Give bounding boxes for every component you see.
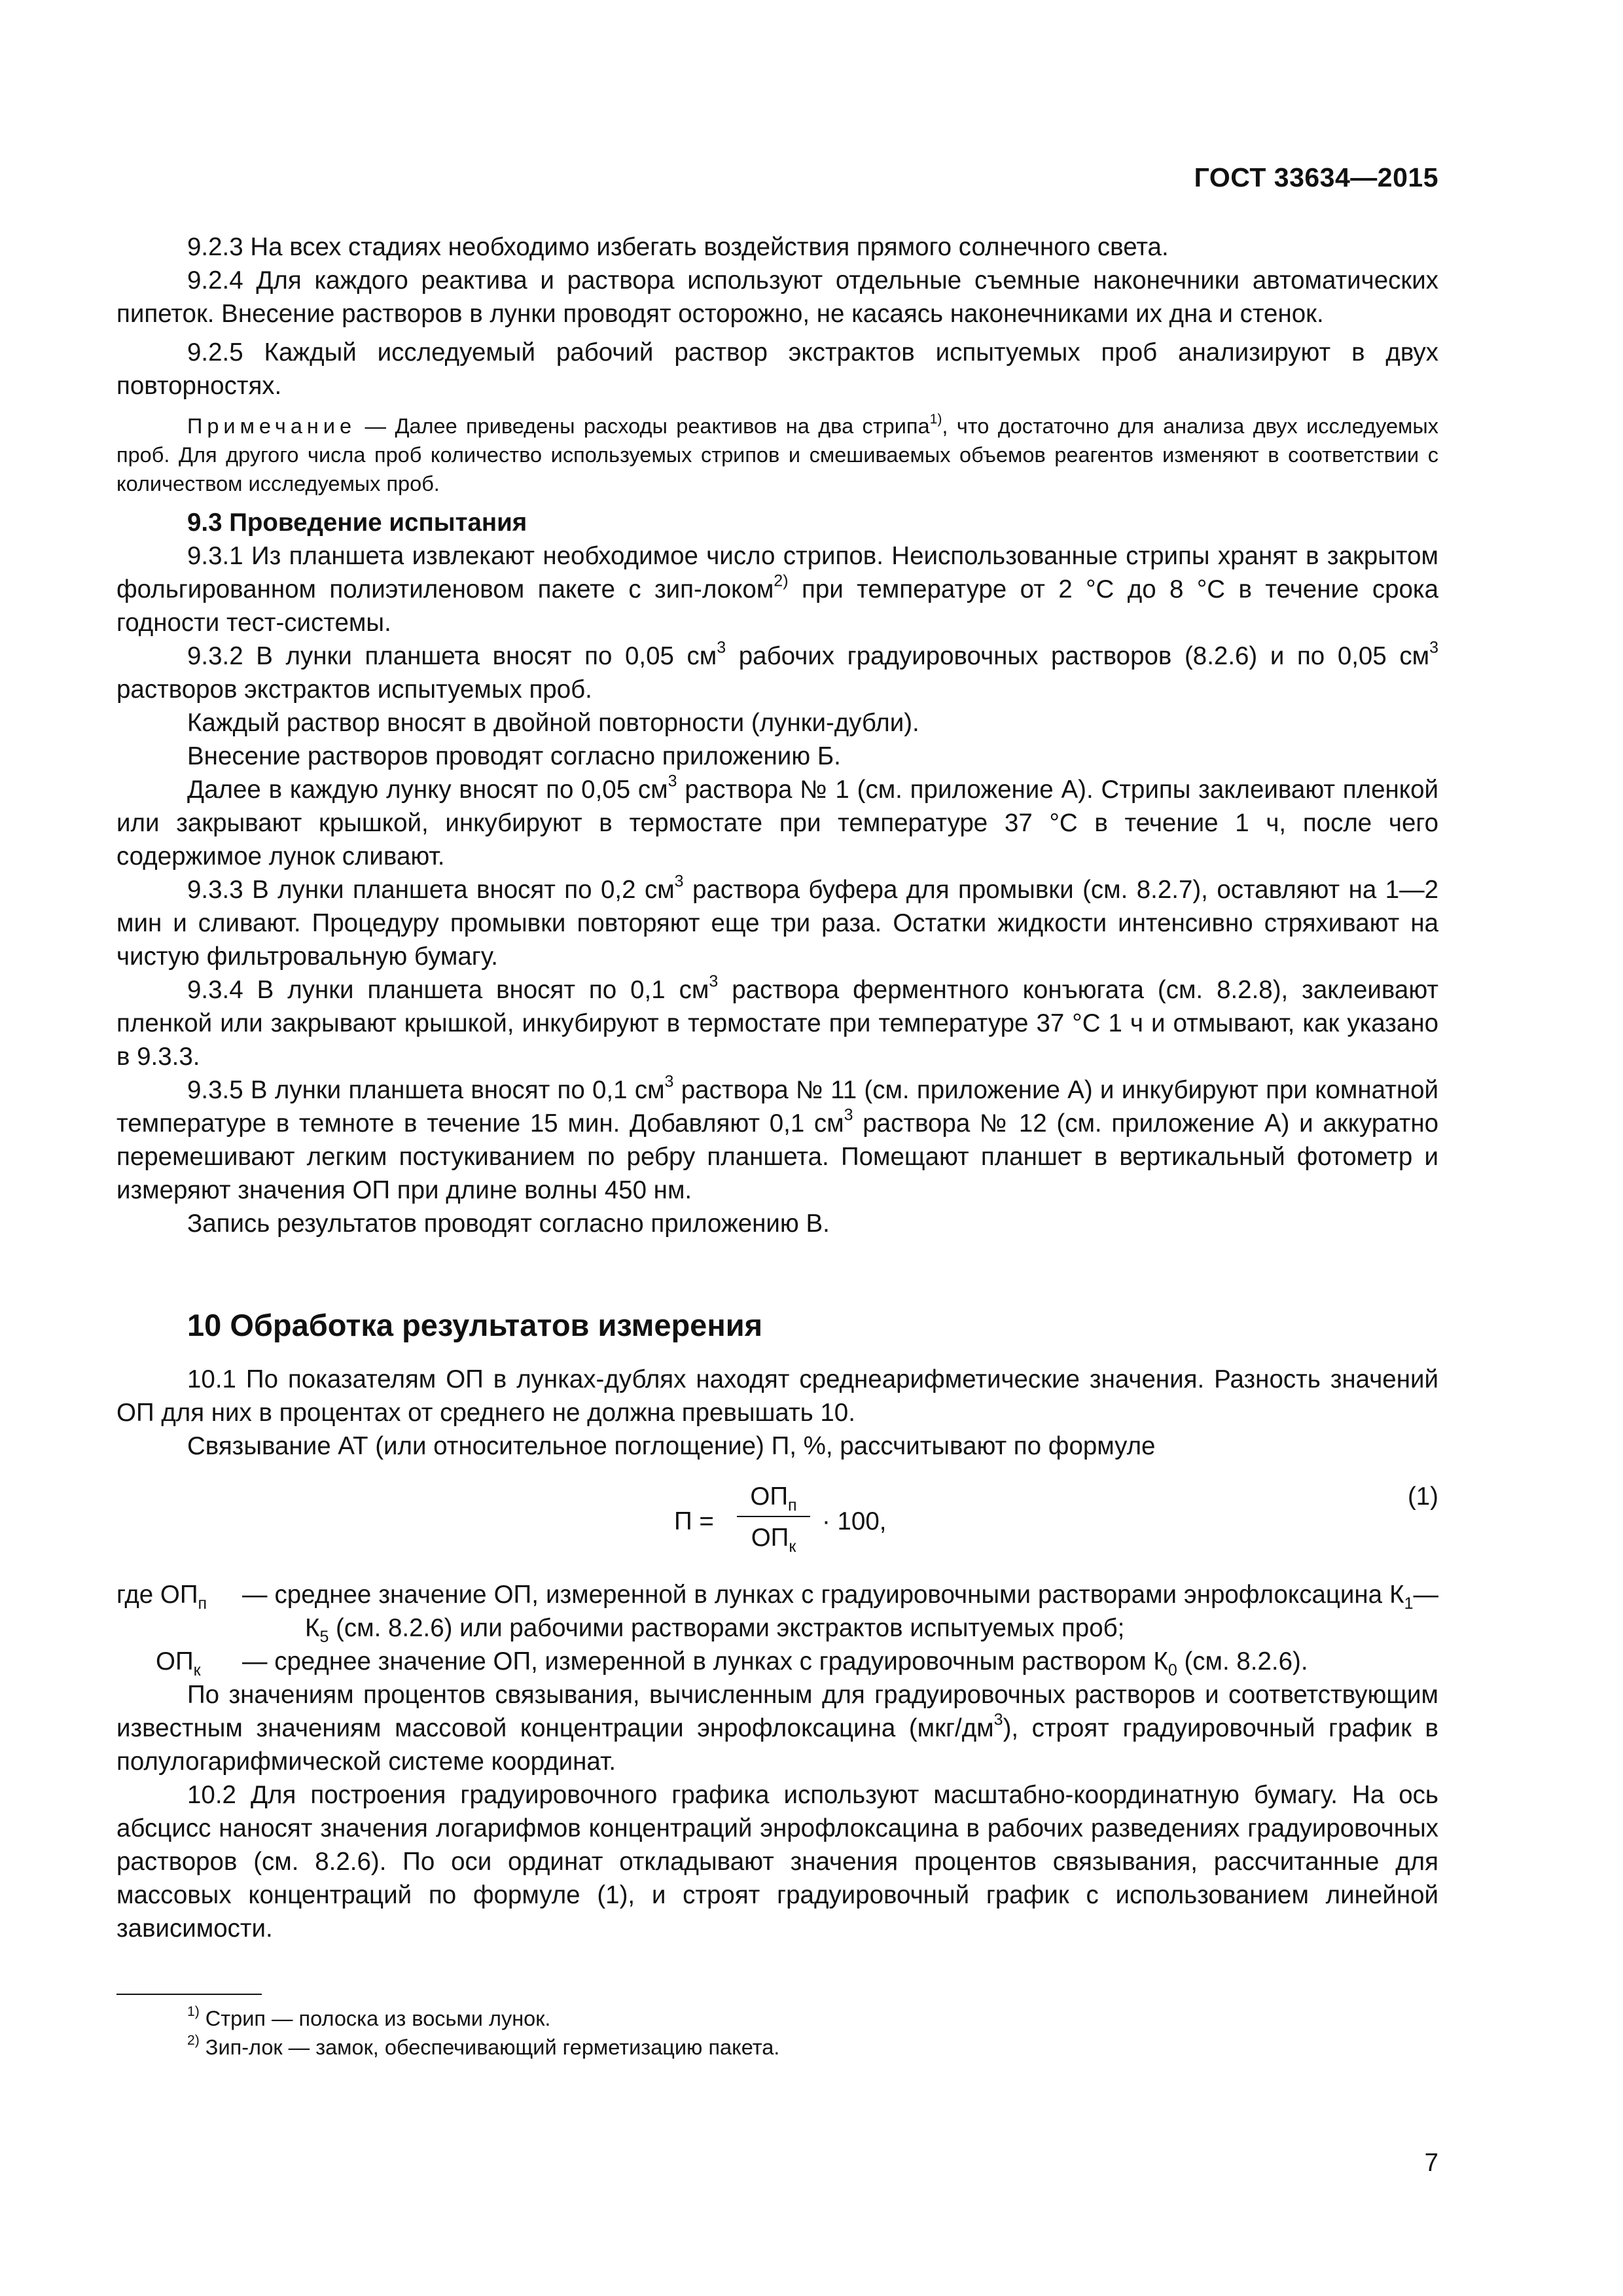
legend-where-label: где bbox=[116, 1581, 154, 1609]
paragraph-9-3-2-duplicates: Каждый раствор вносят в двойной повторности (лунки-дубли). bbox=[187, 709, 919, 737]
footnote-1: $^{1)}$ Стрип — полоска из восьми лунок. bbox=[187, 2004, 551, 2030]
formula-denominator: $ОП_к$ bbox=[751, 1524, 796, 1556]
paragraph-9-3-2-incubation: Далее в каждую лунку вносят по 0,05 $см^3$ раствора № 1 (см. приложение А). Стрипы заклеивают пленкой или закрывают крышкой, инкубируют в термостате при температуре 37 °С в течение 1 ч, после чего содержимое лунок сливают. bbox=[116, 772, 1438, 870]
formula-1 bbox=[116, 1480, 1438, 1566]
formula-numerator: $ОП_п$ bbox=[737, 1480, 810, 1517]
legend-row-op-p: где $ОП_п$ — среднее значение ОП, измеренной в лунках с градуировочными растворами энрофлоксацина $К_1—К_5$ (см. 8.2.6) или рабочими растворами экстрактов испытуемых проб; bbox=[116, 1581, 1438, 1646]
paragraph-10-1-formula-intro: Связывание АТ (или относительное поглощение) П, %, рассчитывают по формуле bbox=[187, 1432, 1156, 1460]
legend-row-op-k: $ОП_к$ — среднее значение ОП, измеренной в лунках с градуировочным раствором $К_0$ (см. 8.2.6). bbox=[156, 1647, 1308, 1679]
note-text-after: , что достаточно для анализа двух исследуемых проб. Для другого числа проб количество используемых стрипов и смешиваемых объемов реагентов изменяют в соответствии с количеством исследуемых проб. bbox=[116, 414, 1438, 495]
paragraph-9-2-3: 9.2.3 На всех стадиях необходимо избегать воздействия прямого солнечного света. bbox=[187, 233, 1169, 261]
footnotes bbox=[116, 1994, 1438, 2062]
page-number: 7 bbox=[1424, 2149, 1438, 2177]
footnote-ref-2: 2) bbox=[774, 571, 789, 590]
footnote-2: $^{2)}$ Зип-лок — замок, обеспечивающий герметизацию пакета. bbox=[187, 2033, 780, 2059]
paragraph-10-1-calibration: По значениям процентов связывания, вычисленным для градуировочных растворов и соответствующим известным значениям массовой концентрации энрофлоксацина $(мкг/дм^3)$, строят градуировочный график в полулогарифмической системе координат. bbox=[116, 1681, 1438, 1776]
document-page bbox=[116, 0, 1438, 2296]
paragraph-9-3-4: 9.3.4 В лунки планшета вносят по 0,1 $см^3$ раствора ферментного конъюгата (см. 8.2.8), заклеивают пленкой или закрывают крышкой, инкубируют в термостате при температуре 37 °С 1 ч и отмывают, как указано в 9.3.3. bbox=[116, 972, 1438, 1071]
paragraph-9-2-4: 9.2.4 Для каждого реактива и раствора используют отдельные съемные наконечники автоматических пипеток. Внесение растворов в лунки проводят осторожно, не касаясь наконечниками их дна и стенок. bbox=[116, 266, 1438, 328]
paragraph-9-2-5: 9.2.5 Каждый исследуемый рабочий раствор экстрактов испытуемых проб анализируют в двух повторностях. bbox=[116, 338, 1438, 400]
paragraph-9-3-2-appendix: Внесение растворов проводят согласно приложению Б. bbox=[187, 742, 841, 770]
note-text-before: — Далее приведены расходы реактивов на два стрипа bbox=[356, 414, 930, 438]
formula-legend bbox=[116, 1578, 1438, 1678]
paragraph-9-3-5-record: Запись результатов проводят согласно приложению В. bbox=[187, 1210, 830, 1238]
section-heading-10: 10 Обработка результатов измерения bbox=[187, 1308, 763, 1342]
paragraph-9-3-5: 9.3.5 В лунки планшета вносят по 0,1 $см^3$ раствора № 11 (см. приложение А) и инкубируют при комнатной температуре в темноте в течение 15 мин. Добавляют 0,1 $см^3$ раствора № 12 (см. приложение А) и аккуратно перемешивают легким постукиванием по ребру планшета. Помещают планшет в вертикальный фотометр и измеряют значения ОП при длине волны 450 нм. bbox=[116, 1072, 1439, 1204]
paragraph-10-1: 10.1 По показателям ОП в лунках-дублях находят среднеарифметические значения. Разность значений ОП для них в процентах от среднего не должна превышать 10. bbox=[116, 1365, 1438, 1427]
paragraph-9-3-3: 9.3.3 В лунки планшета вносят по 0,2 $см^3$ раствора буфера для промывки (см. 8.2.7), оставляют на 1—2 мин и сливают. Процедуру промывки повторяют еще три раза. Остатки жидкости интенсивно стряхивают на чистую фильтровальную бумагу. bbox=[116, 872, 1439, 971]
footnote-divider bbox=[116, 1994, 262, 1995]
section-heading-9-3: 9.3 Проведение испытания bbox=[187, 509, 527, 537]
paragraph-10-2: 10.2 Для построения градуировочного графика используют масштабно-координатную бумагу. На ось абсцисс наносят значения логарифмов концентраций энрофлоксацина в рабочих разведениях градуировочных растворов (см. 8.2.6). По оси ординат откладывают значения процентов связывания, рассчитанные для массовых концентраций по формуле (1), и строят градуировочный график с использованием линейной зависимости. bbox=[116, 1781, 1438, 1943]
standard-header: ГОСТ 33634—2015 bbox=[1194, 162, 1438, 192]
body-text bbox=[116, 230, 1438, 1945]
formula-fraction bbox=[737, 1480, 810, 1554]
note bbox=[116, 412, 1438, 498]
paragraph-9-3-1: 9.3.1 Из планшета извлекают необходимое число стрипов. Неиспользованные стрипы хранят в закрытом фольгированном полиэтиленовом пакете с зип-локом$^{2)}$ при температуре от 2 °С до 8 °С в течение срока годности тест-системы. bbox=[116, 542, 1438, 637]
paragraph-9-3-2: 9.3.2 В лунки планшета вносят по 0,05 $см^3$ рабочих градуировочных растворов (8.2.6) и по 0,05 $см^3$ растворов экстрактов испытуемых проб. bbox=[116, 638, 1438, 704]
formula-number: (1) bbox=[1407, 1482, 1438, 1511]
formula-lhs: П = bbox=[674, 1507, 714, 1535]
footnote-ref-1: 1) bbox=[929, 412, 942, 427]
note-label: Примечание bbox=[187, 414, 357, 438]
formula-rhs: · 100, bbox=[822, 1507, 887, 1535]
